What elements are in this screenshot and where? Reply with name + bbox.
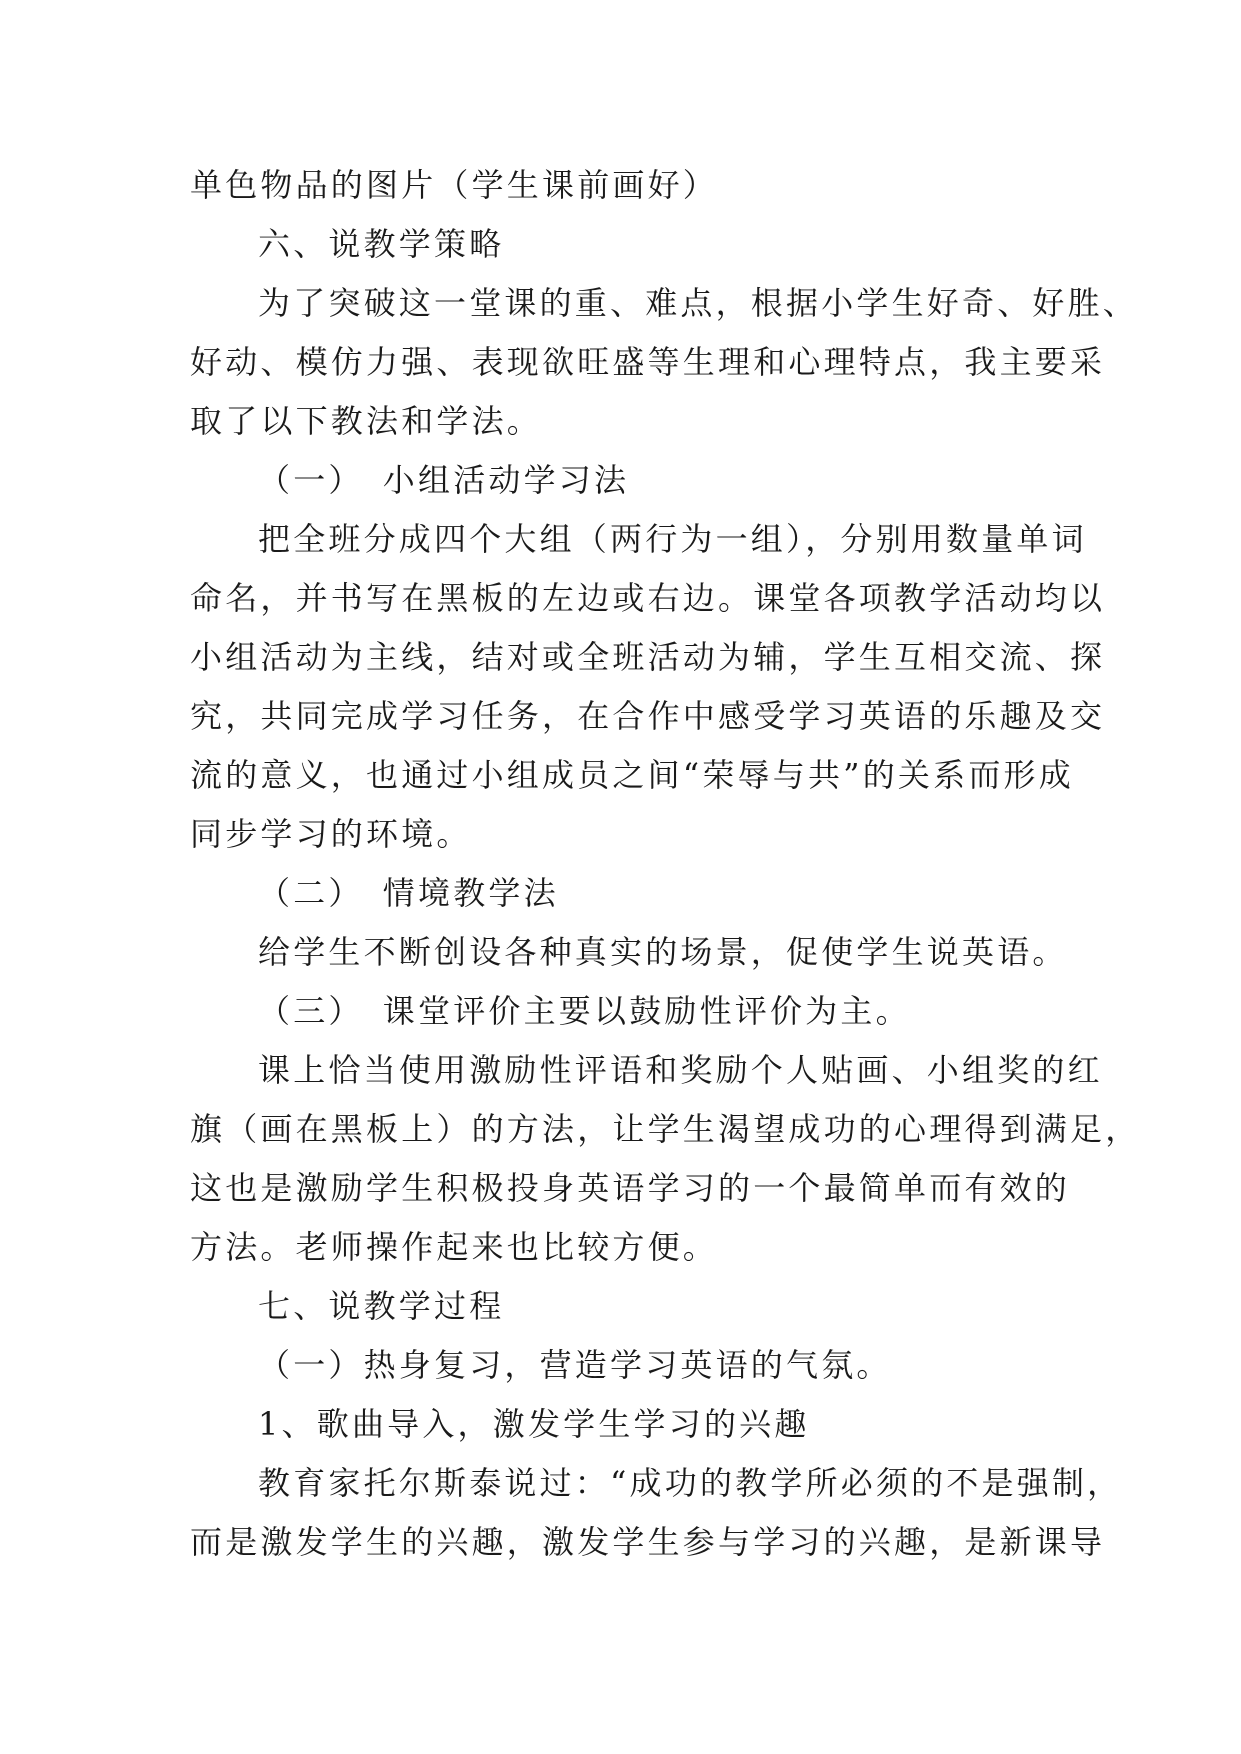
section-heading: 六、说教学策略 [258,225,505,263]
subsection-heading: （三） 课堂评价主要以鼓励性评价为主。 [258,992,911,1030]
paragraph-line: 课上恰当使用激励性评语和奖励个人贴画、小组奖的红 [258,1051,1103,1089]
paragraph-line: 旗（画在黑板上）的方法，让学生渴望成功的心理得到满足， [190,1110,1141,1148]
subsection-heading: （一）热身复习，营造学习英语的气氛。 [258,1346,892,1384]
paragraph-line: 教育家托尔斯泰说过：“成功的教学所必须的不是强制， [258,1464,1123,1502]
paragraph-line: 方法。老师操作起来也比较方便。 [190,1228,719,1266]
paragraph-line: 究，共同完成学习任务，在合作中感受学习英语的乐趣及交 [190,697,1106,735]
paragraph-line: 把全班分成四个大组（两行为一组），分别用数量单词 [258,520,1087,558]
paragraph-line: 单色物品的图片（学生课前画好） [190,166,719,204]
paragraph-line: 而是激发学生的兴趣，激发学生参与学习的兴趣，是新课导 [190,1523,1106,1561]
subsection-heading: （二） 情境教学法 [258,874,559,912]
subsection-heading: 1、歌曲导入，激发学生学习的兴趣 [258,1405,810,1443]
document-body [190,156,1141,1572]
paragraph-line: 命名，并书写在黑板的左边或右边。课堂各项教学活动均以 [190,579,1106,617]
paragraph-line: 好动、模仿力强、表现欲旺盛等生理和心理特点，我主要采 [190,343,1106,381]
subsection-heading: （一） 小组活动学习法 [258,461,630,499]
paragraph-line: 同步学习的环境。 [190,815,472,853]
section-heading: 七、说教学过程 [258,1287,505,1325]
paragraph-line: 取了以下教法和学法。 [190,402,543,440]
paragraph-line: 流的意义，也通过小组成员之间“荣辱与共”的关系而形成 [190,756,1074,794]
paragraph-line: 为了突破这一堂课的重、难点，根据小学生好奇、好胜、 [258,284,1139,322]
paragraph-line: 给学生不断创设各种真实的场景，促使学生说英语。 [258,933,1068,971]
paragraph-line: 小组活动为主线，结对或全班活动为辅，学生互相交流、探 [190,638,1106,676]
paragraph-line: 这也是激励学生积极投身英语学习的一个最简单而有效的 [190,1169,1071,1207]
